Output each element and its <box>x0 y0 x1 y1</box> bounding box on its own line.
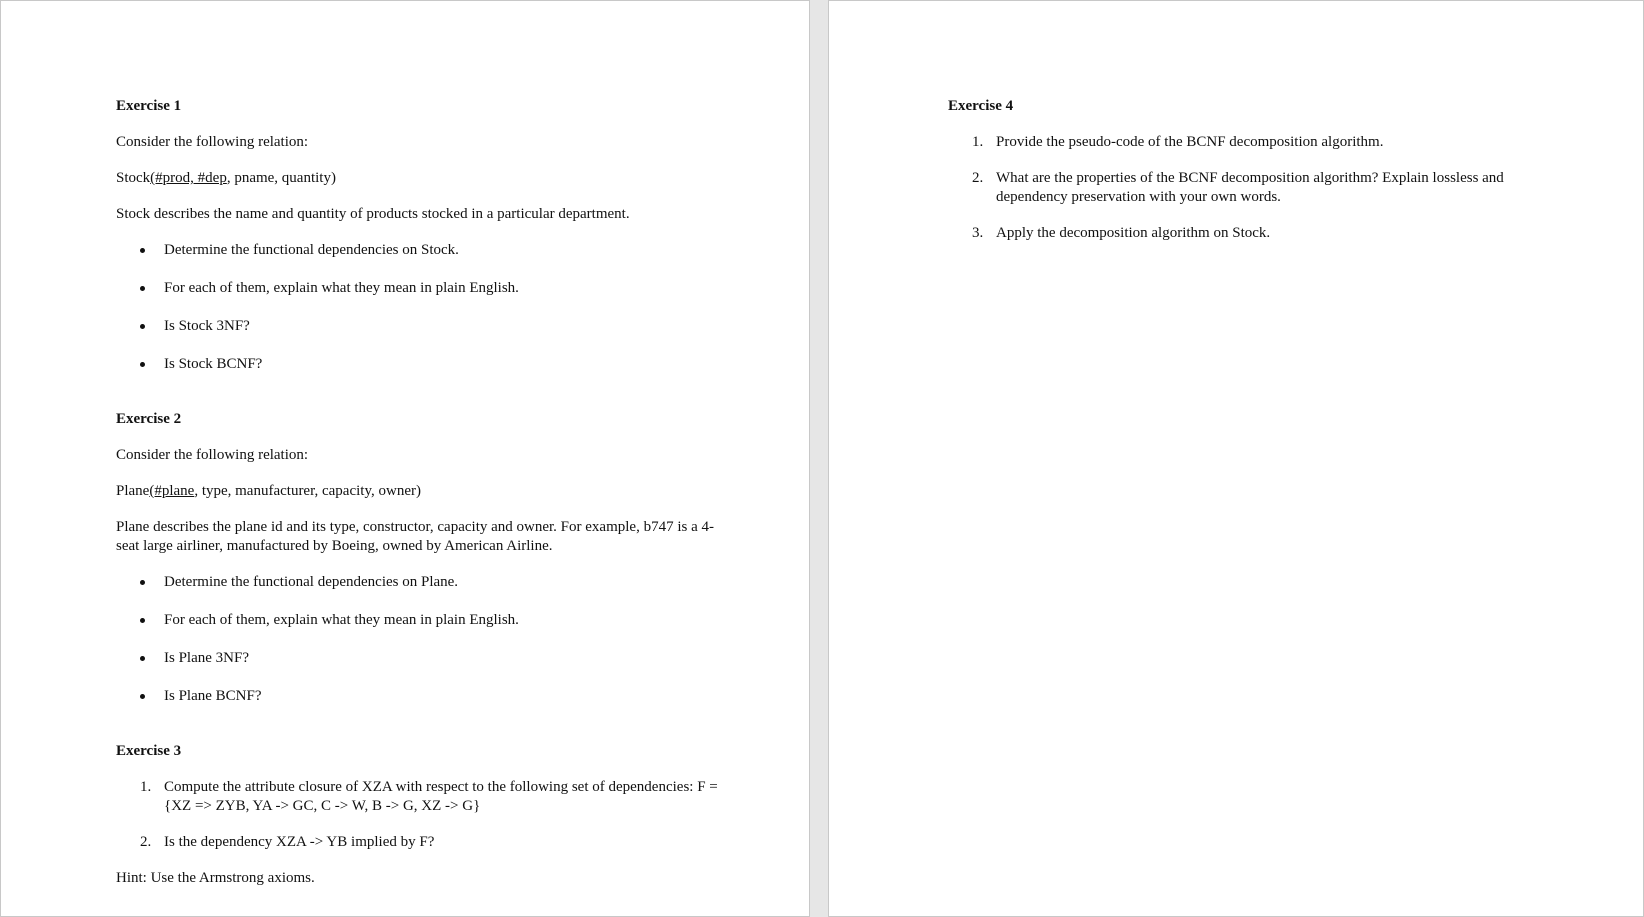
question-item: Determine the functional dependencies on Stock. <box>116 241 726 260</box>
exercise-1-description: Stock describes the name and quantity of products stocked in a particular department. <box>116 206 630 222</box>
relation-name: Stock <box>116 170 151 186</box>
exercise-2 <box>116 410 726 706</box>
question-item: For each of them, explain what they mean in plain English. <box>116 611 726 630</box>
exercise-3-title: Exercise 3 <box>116 743 182 759</box>
question-item: Is Stock BCNF? <box>116 355 726 374</box>
exercise-4 <box>948 97 1548 243</box>
exercise-2-relation <box>116 482 726 501</box>
numbered-item <box>948 224 1548 243</box>
item-text: Is the dependency XZA -> YB implied by F? <box>164 834 435 850</box>
question-item: Is Plane 3NF? <box>116 649 726 668</box>
question-item: Is Stock 3NF? <box>116 317 726 336</box>
exercise-1-questions <box>116 241 726 374</box>
exercise-2-title: Exercise 2 <box>116 411 182 427</box>
exercise-3 <box>116 742 726 888</box>
item-number: 2. <box>972 170 984 186</box>
exercise-1 <box>116 97 726 374</box>
exercise-4-title: Exercise 4 <box>948 98 1014 114</box>
item-number: 3. <box>972 225 984 241</box>
item-text: Compute the attribute closure of XZA with respect to the following set of dependencies: F = {XZ => ZYB, YA -> GC, C -> W, B -> G, XZ -> G} <box>164 779 718 814</box>
question-item: For each of them, explain what they mean in plain English. <box>116 279 726 298</box>
numbered-item <box>948 169 1548 207</box>
relation-attributes: , type, manufacturer, capacity, owner) <box>194 483 421 499</box>
relation-key: (#prod, #dep <box>150 170 227 186</box>
item-text: Apply the decomposition algorithm on Stock. <box>996 225 1271 241</box>
numbered-item <box>948 133 1548 152</box>
item-number: 1. <box>972 134 984 150</box>
relation-key: (#plane <box>149 483 195 499</box>
exercise-1-title: Exercise 1 <box>116 98 182 114</box>
numbered-item <box>116 778 726 816</box>
page-content <box>116 97 726 905</box>
exercise-2-description: Plane describes the plane id and its type, constructor, capacity and owner. For example, b747 is a 4-seat large airliner, manufactured by Boeing, owned by American Airline. <box>116 519 714 554</box>
exercise-2-intro: Consider the following relation: <box>116 447 309 463</box>
numbered-item <box>116 833 726 852</box>
question-item: Is Plane BCNF? <box>116 687 726 706</box>
item-text: What are the properties of the BCNF decomposition algorithm? Explain lossless and dependency preservation with your own words. <box>996 170 1504 205</box>
relation-name: Plane <box>116 483 150 499</box>
document-page-right <box>828 0 1644 917</box>
exercise-1-intro: Consider the following relation: <box>116 134 309 150</box>
exercise-3-hint: Hint: Use the Armstrong axioms. <box>116 870 315 886</box>
relation-attributes: , pname, quantity) <box>226 170 336 186</box>
exercise-2-questions <box>116 573 726 706</box>
exercise-4-questions <box>948 133 1548 243</box>
question-item: Determine the functional dependencies on Plane. <box>116 573 726 592</box>
item-number: 2. <box>140 834 152 850</box>
item-number: 1. <box>140 779 152 795</box>
exercise-1-relation <box>116 169 726 188</box>
item-text: Provide the pseudo-code of the BCNF decomposition algorithm. <box>996 134 1384 150</box>
document-page-left <box>0 0 810 917</box>
exercise-3-questions <box>116 778 726 852</box>
page-content <box>948 97 1548 260</box>
